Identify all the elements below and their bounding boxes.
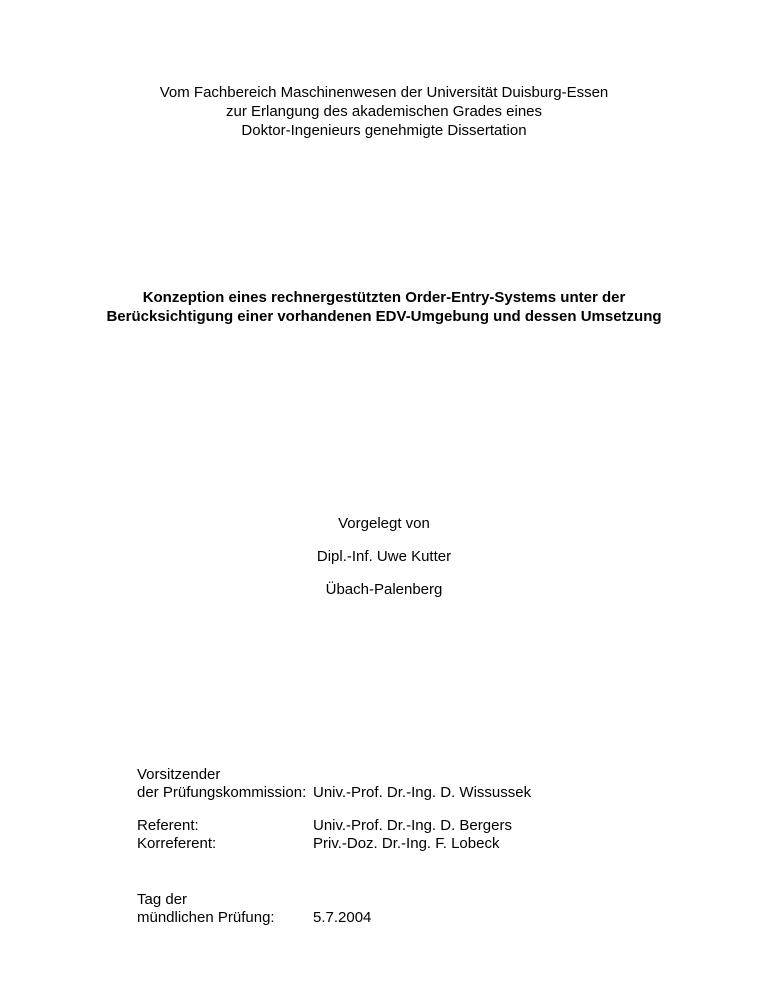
korreferent-label: Korreferent: [137, 835, 217, 852]
header-line-2: zur Erlangung des akademischen Grades eines [225, 103, 543, 120]
title-line-2: Berücksichtigung einer vorhandenen EDV-Umgebung und dessen Umsetzung [106, 308, 662, 325]
exam-label-line-2: mündlichen Prüfung: [137, 909, 275, 926]
chair-label-line-2: der Prüfungskommission: [137, 784, 307, 801]
presented-by: Vorgelegt von [338, 515, 430, 532]
header-line-3: Doktor-Ingenieurs genehmigte Dissertation [241, 122, 527, 139]
chair-value: Univ.-Prof. Dr.-Ing. D. Wissussek [313, 784, 532, 801]
faculty-header [0, 83, 768, 140]
referent-value: Univ.-Prof. Dr.-Ing. D. Bergers [313, 817, 512, 834]
chair-label-line-1: Vorsitzender [137, 766, 221, 783]
exam-date: 5.7.2004 [313, 909, 372, 926]
author-block [0, 514, 768, 613]
author-place: Übach-Palenberg [325, 581, 443, 598]
exam-label-line-1: Tag der [137, 891, 188, 908]
korreferent-value: Priv.-Doz. Dr.-Ing. F. Lobeck [313, 835, 500, 852]
referent-label: Referent: [137, 817, 199, 834]
title-line-1: Konzeption eines rechnergestützten Order-Entry-Systems unter der [142, 289, 626, 306]
dissertation-title [0, 288, 768, 326]
header-line-1: Vom Fachbereich Maschinenwesen der Universität Duisburg-Essen [159, 84, 609, 101]
author-name: Dipl.-Inf. Uwe Kutter [316, 548, 452, 565]
